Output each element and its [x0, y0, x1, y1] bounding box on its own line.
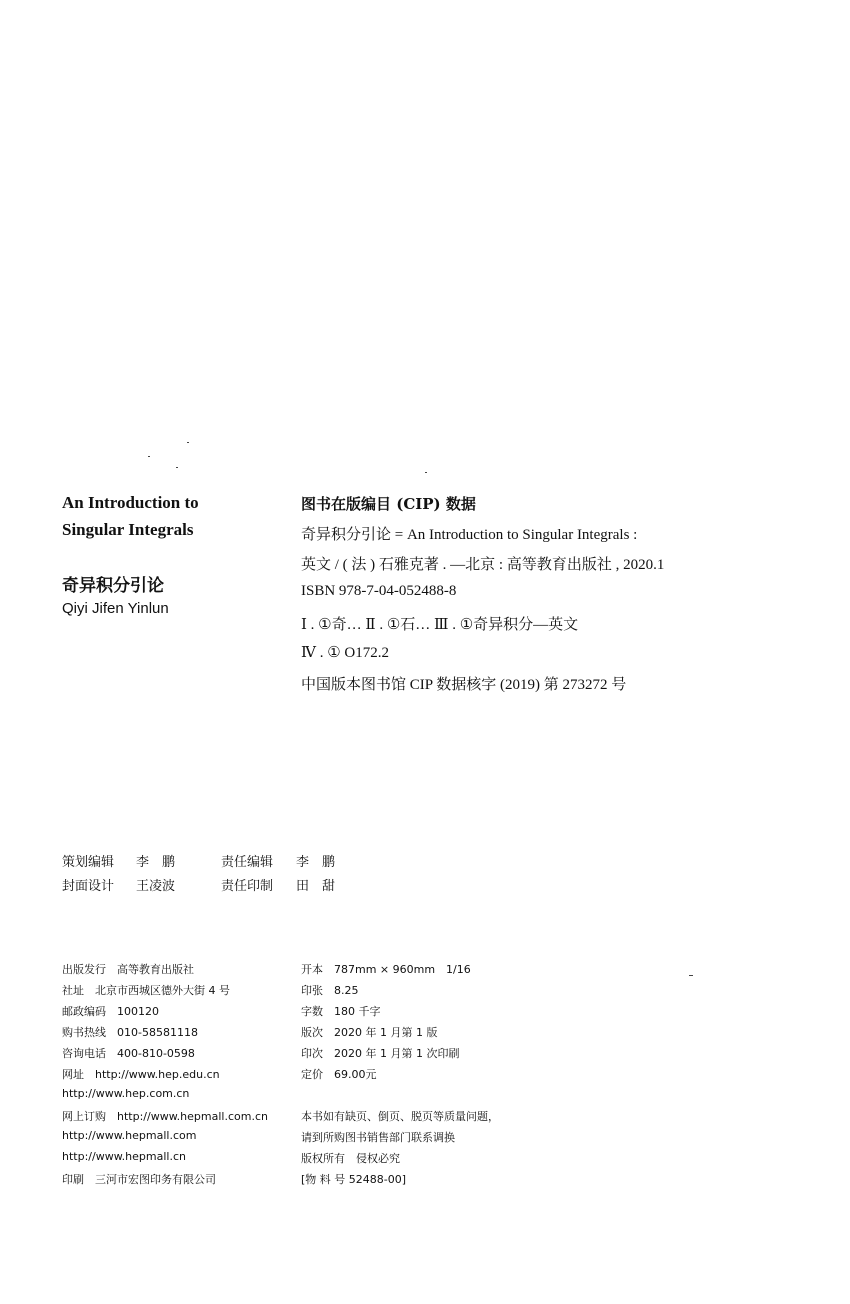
cover-design-name: 王凌波 — [136, 879, 176, 894]
english-title-line-2: Singular Integrals — [62, 520, 194, 539]
publisher-info-line: 出版发行 高等教育出版社 — [62, 963, 194, 976]
responsible-printing-name: 田 甜 — [296, 879, 336, 894]
chinese-title: 奇异积分引论 — [62, 576, 164, 596]
cip-line: 奇异积分引论 = An Introduction to Singular Integrals : — [301, 527, 638, 543]
english-title-line-1: An Introduction to — [62, 493, 199, 512]
print-speck — [148, 456, 150, 457]
cip-line: Ⅳ . ① O172.2 — [301, 645, 390, 661]
publisher-info-line: 邮政编码 100120 — [62, 1005, 159, 1018]
cip-line: 中国版本图书馆 CIP 数据核字 (2019) 第 273272 号 — [301, 677, 627, 693]
publisher-info-line: http://www.hepmall.cn — [62, 1150, 186, 1163]
cip-line: 英文 / ( 法 ) 石雅克著 . —北京 : 高等教育出版社 , 2020.1 — [301, 557, 665, 573]
planning-editor-name: 李 鹏 — [136, 855, 176, 870]
responsible-editor-name: 李 鹏 — [296, 855, 336, 870]
print-info-line: 印次 2020 年 1 月第 1 次印刷 — [301, 1047, 460, 1060]
pinyin-title: Qiyi Jifen Yinlun — [62, 600, 169, 617]
print-speck — [425, 472, 427, 473]
cip-line: Ⅰ . ①奇… Ⅱ . ①石… Ⅲ . ①奇异积分—英文 — [301, 617, 579, 633]
publisher-info-line: 社址 北京市西城区德外大街 4 号 — [62, 984, 230, 997]
print-info-line: 印张 8.25 — [301, 984, 359, 997]
publisher-info-line: 印刷 三河市宏图印务有限公司 — [62, 1173, 216, 1186]
publisher-info-line: 网址 http://www.hep.edu.cn — [62, 1068, 220, 1081]
cover-design-label: 封面设计 — [62, 879, 115, 894]
notice-line: 请到所购图书销售部门联系调换 — [301, 1131, 455, 1144]
publisher-info-line: http://www.hepmall.com — [62, 1129, 197, 1142]
cip-heading: 图书在版编目 (CIP) 数据 — [301, 495, 476, 513]
responsible-printing-label: 责任印制 — [221, 879, 274, 894]
print-info-line: 版次 2020 年 1 月第 1 版 — [301, 1026, 438, 1039]
publisher-info-line: 咨询电话 400-810-0598 — [62, 1047, 195, 1060]
material-number: [物 料 号 52488-00] — [301, 1173, 407, 1186]
responsible-editor-label: 责任编辑 — [221, 855, 274, 870]
print-speck — [176, 467, 178, 468]
notice-line: 本书如有缺页、倒页、脱页等质量问题， — [301, 1110, 499, 1123]
publisher-info-line: 网上订购 http://www.hepmall.com.cn — [62, 1110, 268, 1123]
print-speck — [689, 975, 693, 976]
print-info-line: 字数 180 千字 — [301, 1005, 381, 1018]
planning-editor-label: 策划编辑 — [62, 855, 115, 870]
print-info-line: 定价 69.00元 — [301, 1068, 377, 1081]
notice-line: 版权所有 侵权必究 — [301, 1152, 400, 1165]
publisher-info-line: http://www.hep.com.cn — [62, 1087, 190, 1100]
publisher-info-line: 购书热线 010-58581118 — [62, 1026, 198, 1039]
print-speck — [187, 442, 189, 443]
print-info-line: 开本 787mm × 960mm 1/16 — [301, 963, 471, 976]
cip-line: ISBN 978-7-04-052488-8 — [301, 583, 457, 599]
